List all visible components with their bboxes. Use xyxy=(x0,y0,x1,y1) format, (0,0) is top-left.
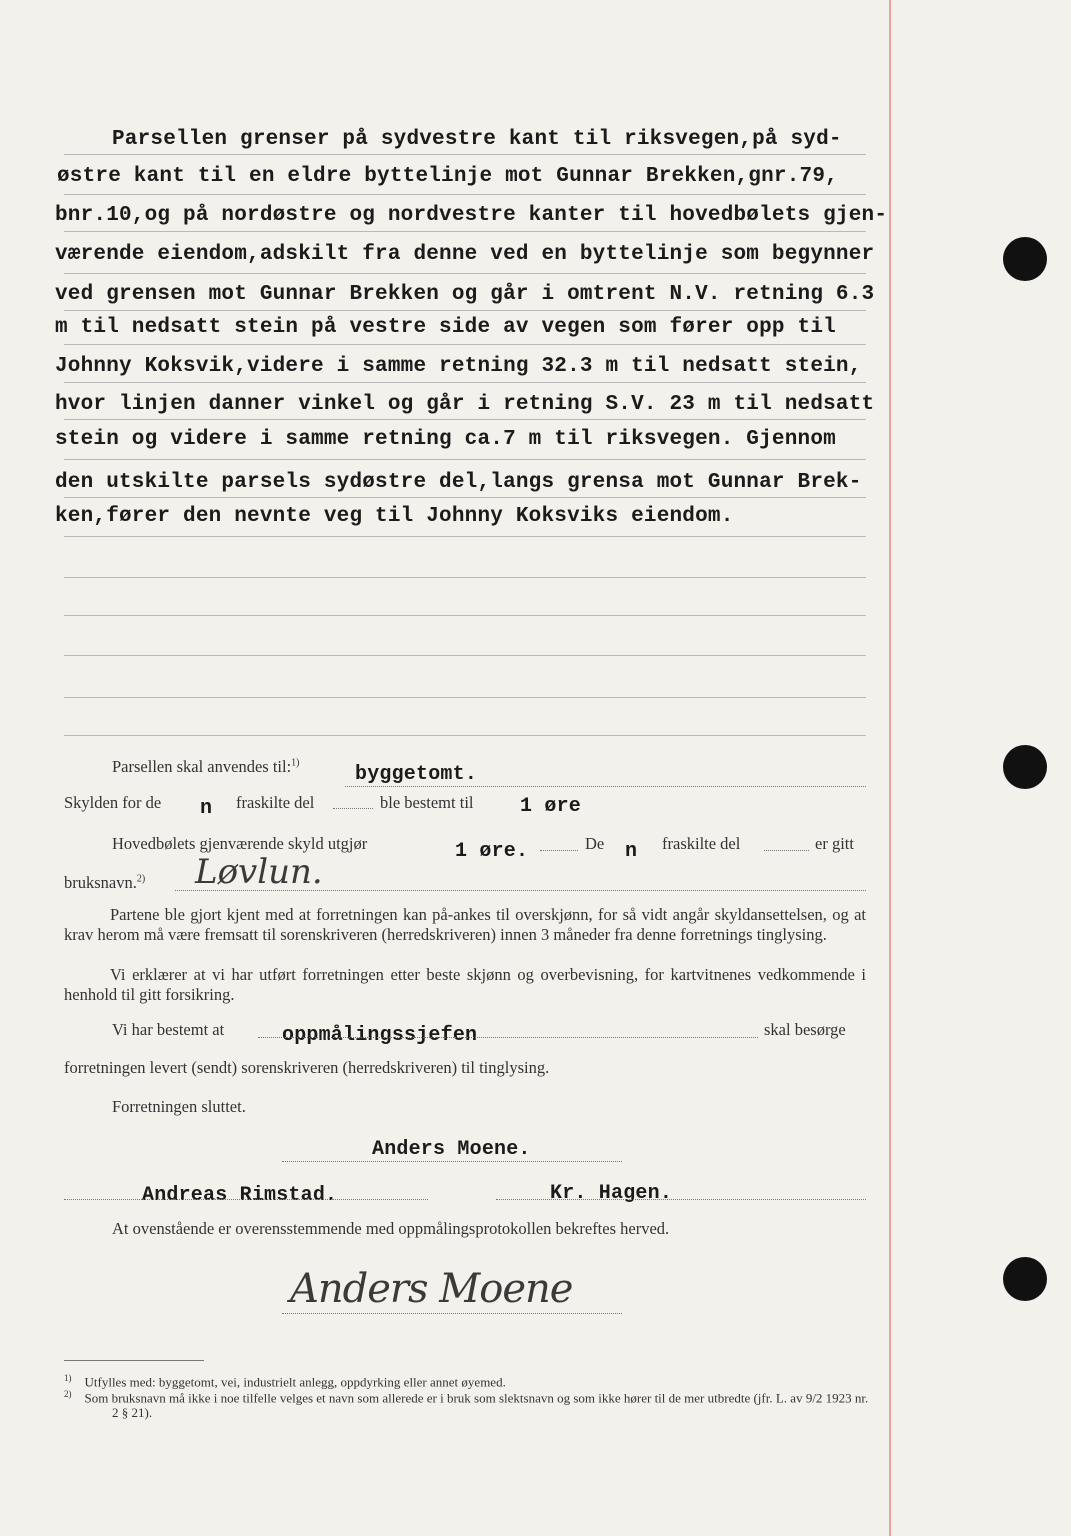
handwritten-signature: Anders Moene xyxy=(290,1266,573,1312)
punch-hole-top xyxy=(1003,237,1047,281)
delivery-line-2: forretningen levert (sendt) sorenskriveren (herredskriveren) til tinglysing. xyxy=(64,1058,550,1077)
signature-witness-left: Andreas Rimstad. xyxy=(142,1184,338,1207)
blank-line xyxy=(64,615,866,616)
typed-line-4: værende eiendom,adskilt fra denne ved en byttelinje som begynner xyxy=(55,243,875,266)
certification-text: At ovenstående er overensstemmende med oppmålingsprotokollen bekreftes herved. xyxy=(112,1219,670,1238)
skyld-label-b: fraskilte del xyxy=(236,793,315,812)
skyld-label-a: Skylden for de xyxy=(64,793,162,812)
typed-line-1: Parsellen grenser på sydvestre kant til riksvegen,på syd- xyxy=(112,128,842,151)
hoved-label-a: Hovedbølets gjenværende skyld utgjør xyxy=(112,834,368,853)
footnote-2: $^{2)}$ Som bruksnavn må ikke i noe tilfelle velges et navn som allerede er i bruk som slektsnavn og som ikke hører til de mer utbredte (jfr. L. av 9/2 1923 nr. 2 § 21). xyxy=(64,1389,869,1421)
footnote-rule xyxy=(64,1360,204,1361)
bruks-value-handwritten: Løvlun. xyxy=(195,852,323,892)
typed-line-8: hvor linjen danner vinkel og går i retning S.V. 23 m til nedsatt xyxy=(55,393,875,416)
use-label: Parsellen skal anvendes til:$^{1)}$ xyxy=(112,757,300,776)
red-margin-rule xyxy=(889,0,891,1536)
blank-line xyxy=(64,577,866,578)
blank-line xyxy=(64,655,866,656)
hoved-label-c: fraskilte del xyxy=(662,834,741,853)
signature-chief: Anders Moene. xyxy=(372,1138,531,1161)
signature-witness-right: Kr. Hagen. xyxy=(550,1182,673,1205)
blank-line xyxy=(64,697,866,698)
skyld-label-c: ble bestemt til xyxy=(380,793,474,812)
skyld-n: n xyxy=(200,797,213,820)
typed-line-5: ved grensen mot Gunnar Brekken og går i omtrent N.V. retning 6.3 xyxy=(55,283,875,306)
typed-line-7: Johnny Koksvik,videre i samme retning 32.3 m til nedsatt stein, xyxy=(55,355,862,378)
hoved-n: n xyxy=(625,840,638,863)
appeal-paragraph: Partene ble gjort kjent med at forretningen kan på-ankes til overskjønn, for så vidt angår skyldansettelsen, og at krav herom må være fremsatt til sorenskriveren (herredskriveren) innen 3 måneder fra denne forretnings tinglysing. xyxy=(64,905,866,944)
typed-line-2: østre kant til en eldre byttelinje mot Gunnar Brekken,gnr.79, xyxy=(57,165,838,188)
declaration-paragraph: Vi erklærer at vi har utført forretningen etter beste skjønn og overbevisning, for kartvitnenes vedkommende i henhold til gitt forsikring. xyxy=(64,965,866,1004)
use-value: byggetomt. xyxy=(355,763,478,786)
hoved-label-d: er gitt xyxy=(815,834,854,853)
closing-text: Forretningen sluttet. xyxy=(112,1097,246,1116)
blank-line xyxy=(64,735,866,736)
delivery-value: oppmålingssjefen xyxy=(282,1024,478,1047)
typed-line-6: m til nedsatt stein på vestre side av vegen som fører opp til xyxy=(55,316,836,339)
typed-line-10: den utskilte parsels sydøstre del,langs grensa mot Gunnar Brek- xyxy=(55,471,862,494)
punch-hole-middle xyxy=(1003,745,1047,789)
delivery-label-a: Vi har bestemt at xyxy=(112,1020,225,1039)
typed-line-9: stein og videre i samme retning ca.7 m til riksvegen. Gjennom xyxy=(55,428,836,451)
typed-line-11: ken,fører den nevnte veg til Johnny Koksviks eiendom. xyxy=(55,505,734,528)
hoved-label-b: De xyxy=(585,834,605,853)
skyld-value: 1 øre xyxy=(520,795,582,818)
bruks-label: bruksnavn.$^{2)}$ xyxy=(64,873,146,892)
delivery-label-b: skal besørge xyxy=(764,1020,846,1039)
typed-line-3: bnr.10,og på nordøstre og nordvestre kanter til hovedbølets gjen- xyxy=(55,204,888,227)
footnote-1: $^{1)}$ Utfylles med: byggetomt, vei, industrielt anlegg, oppdyrking eller annet øyemed. xyxy=(64,1373,506,1390)
punch-hole-bottom xyxy=(1003,1257,1047,1301)
hoved-value: 1 øre. xyxy=(455,840,529,863)
